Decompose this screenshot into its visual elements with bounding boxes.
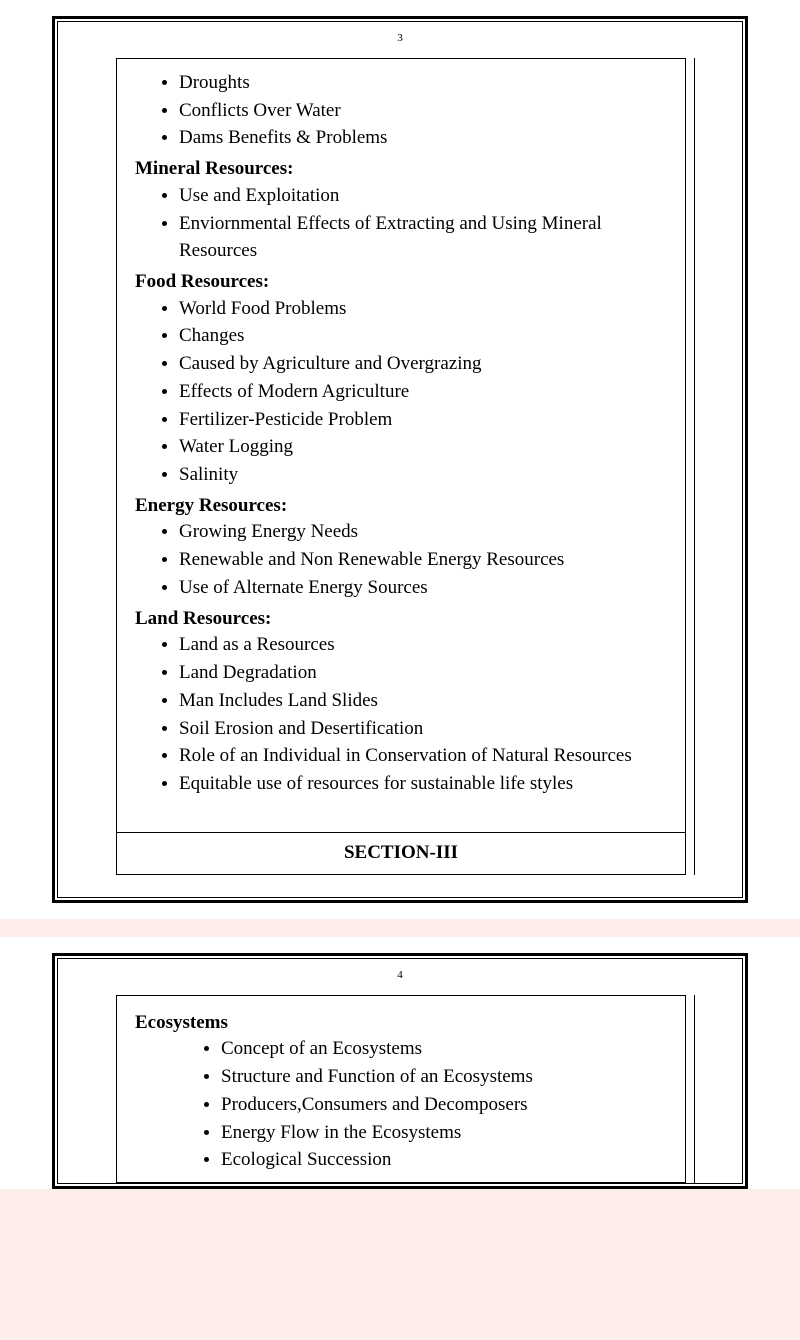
list-item: • Fertilizer-Pesticide Problem — [179, 406, 671, 434]
list-item: • Role of an Individual in Conservation of Natural Resources — [179, 742, 671, 770]
page-number: 4 — [397, 968, 403, 981]
page-border-inner — [57, 21, 743, 898]
list-item: • Producers,Consumers and Decomposers — [221, 1091, 671, 1119]
heading-food-resources: Food Resources: — [135, 271, 270, 293]
list-item: • Equitable use of resources for sustainable life styles — [179, 770, 671, 798]
syllabus-cell-content — [117, 59, 685, 832]
list-item: • Use of Alternate Energy Sources — [179, 574, 671, 602]
list-water-topics — [135, 69, 671, 152]
page-border-inner-2 — [57, 958, 743, 1184]
heading-energy-resources: Energy Resources: — [135, 494, 288, 516]
page-border-frame — [52, 16, 748, 903]
list-item: • Use and Exploitation — [179, 182, 671, 210]
heading-mineral-resources: Mineral Resources: — [135, 158, 294, 180]
list-item: • Concept of an Ecosystems — [221, 1035, 671, 1063]
section-heading: SECTION-III — [343, 841, 459, 863]
page-border-frame-2 — [52, 953, 748, 1189]
list-item: • Ecological Succession — [221, 1146, 671, 1174]
list-item: • Water Logging — [179, 433, 671, 461]
syllabus-table — [116, 58, 686, 875]
list-land-resources — [135, 631, 671, 797]
list-item: • Caused by Agriculture and Overgrazing — [179, 350, 671, 378]
list-item: • Growing Energy Needs — [179, 518, 671, 546]
page-number: 3 — [397, 32, 403, 44]
list-item: • Enviornmental Effects of Extracting and Using Mineral Resources — [179, 210, 671, 265]
list-item: • Land as a Resources — [179, 631, 671, 659]
content-spacer — [135, 800, 671, 826]
list-item: • Salinity — [179, 461, 671, 489]
list-item: • Droughts — [179, 69, 671, 97]
syllabus-table-2 — [116, 995, 686, 1183]
list-item: • Land Degradation — [179, 659, 671, 687]
page-gap — [0, 919, 800, 937]
list-item: • Dams Benefits & Problems — [179, 124, 671, 152]
list-item: • Conflicts Over Water — [179, 97, 671, 125]
list-ecosystems — [135, 1035, 671, 1174]
section-divider — [117, 832, 685, 874]
list-item: • Man Includes Land Slides — [179, 687, 671, 715]
list-mineral-resources — [135, 182, 671, 265]
list-item: • Renewable and Non Renewable Energy Resources — [179, 546, 671, 574]
list-energy-resources — [135, 518, 671, 601]
heading-land-resources: Land Resources: — [135, 607, 272, 629]
syllabus-cell-content-2 — [117, 996, 685, 1182]
document-page-4 — [0, 937, 800, 1189]
heading-ecosystems: Ecosystems — [135, 1011, 228, 1033]
list-item: • World Food Problems — [179, 295, 671, 323]
list-item: • Effects of Modern Agriculture — [179, 378, 671, 406]
list-item: • Soil Erosion and Desertification — [179, 715, 671, 743]
list-item: • Changes — [179, 322, 671, 350]
list-item: • Energy Flow in the Ecosystems — [221, 1119, 671, 1147]
page-bottom-spacer — [58, 883, 742, 897]
list-item: • Structure and Function of an Ecosystems — [221, 1063, 671, 1091]
list-food-resources — [135, 295, 671, 489]
